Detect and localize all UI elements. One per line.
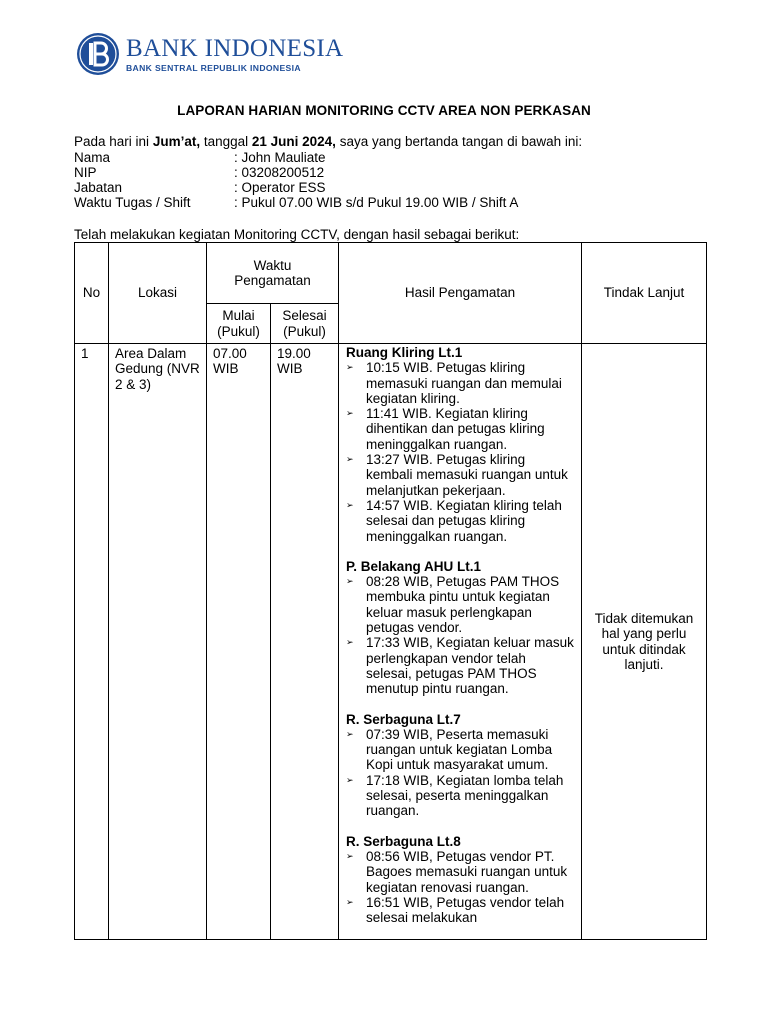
header-mulai: Mulai (Pukul)	[207, 304, 271, 344]
row-no: 1	[75, 344, 109, 940]
list-item	[346, 849, 575, 895]
officer-label: Nama	[74, 150, 111, 165]
list-item-text: 08:28 WIB, Petugas PAM THOS membuka pintu untuk kegiatan keluar masuk perlengkapan petugas vendor.	[366, 574, 560, 636]
intro-mid: tanggal	[200, 134, 252, 149]
row-selesai: 19.00 WIB	[271, 344, 339, 940]
list-item	[346, 360, 575, 406]
row-mulai: 07.00 WIB	[207, 344, 271, 940]
list-item-text: 16:51 WIB, Petugas vendor telah selesai melakukan	[366, 894, 565, 926]
arrow-bullet-icon: ➢	[346, 850, 354, 861]
table-row	[75, 344, 707, 940]
officer-row	[74, 180, 518, 195]
intro-date: 21 Juni 2024,	[251, 134, 336, 149]
list-item	[346, 727, 575, 773]
lead-text: Telah melakukan kegiatan Monitoring CCTV, dengan hasil sebagai berikut:	[74, 227, 520, 242]
officer-value: : Pukul 07.00 WIB s/d Pukul 19.00 WIB / Shift A	[234, 195, 519, 210]
observation-section	[346, 559, 575, 697]
row-tindak: Tidak ditemukan hal yang perlu untuk ditindak lanjuti.	[582, 344, 707, 940]
arrow-bullet-icon: ➢	[346, 576, 354, 587]
header-no: No	[75, 243, 109, 344]
section-title: Ruang Kliring Lt.1	[346, 345, 463, 360]
header-tindak: Tindak Lanjut	[582, 243, 707, 344]
list-item	[346, 452, 575, 498]
list-item	[346, 574, 575, 635]
arrow-bullet-icon: ➢	[346, 362, 354, 373]
list-item-text: 13:27 WIB. Petugas kliring kembali memasuki ruangan untuk melanjutkan pekerjaan.	[366, 452, 568, 498]
intro-suffix: saya yang bertanda tangan di bawah ini:	[335, 134, 583, 149]
list-item	[346, 498, 575, 544]
bank-name: BANK INDONESIA	[126, 34, 344, 62]
list-item	[346, 406, 575, 452]
observation-section	[346, 712, 575, 819]
officer-value: : 03208200512	[234, 165, 325, 180]
arrow-bullet-icon: ➢	[346, 499, 354, 510]
officer-value: : John Mauliate	[234, 150, 326, 165]
header-hasil: Hasil Pengamatan	[339, 243, 582, 344]
officer-row	[74, 195, 518, 210]
header-lokasi: Lokasi	[109, 243, 207, 344]
bank-logo	[76, 30, 343, 78]
officer-label: Waktu Tugas / Shift	[74, 195, 191, 210]
bank-subtitle: BANK SENTRAL REPUBLIK INDONESIA	[126, 62, 301, 73]
list-item-text: 17:18 WIB, Kegiatan lomba telah selesai, peserta meninggalkan ruangan.	[366, 772, 564, 819]
intro-prefix: Pada hari ini	[74, 134, 153, 149]
officer-info	[74, 150, 518, 210]
header-waktu: Waktu Pengamatan	[207, 243, 339, 304]
arrow-bullet-icon: ➢	[346, 454, 354, 465]
section-title: R. Serbaguna Lt.8	[346, 833, 461, 849]
observation-section	[346, 345, 575, 544]
header-selesai: Selesai (Pukul)	[271, 304, 339, 344]
list-item	[346, 773, 575, 819]
list-item	[346, 635, 575, 696]
bank-indonesia-logo-icon	[76, 32, 120, 76]
arrow-bullet-icon: ➢	[346, 728, 354, 739]
list-item	[346, 895, 575, 926]
intro-day: Jum’at,	[152, 134, 201, 149]
list-item-text: 10:15 WIB. Petugas kliring memasuki ruangan dan memulai kegiatan kliring.	[366, 360, 562, 406]
intro-line	[74, 134, 582, 149]
arrow-bullet-icon: ➢	[346, 896, 354, 907]
arrow-bullet-icon: ➢	[346, 637, 354, 648]
list-item-text: 08:56 WIB, Petugas vendor PT. Bagoes memasuki ruangan untuk kegiatan renovasi ruangan.	[366, 848, 568, 895]
officer-value: : Operator ESS	[234, 180, 326, 195]
section-title: P. Belakang AHU Lt.1	[346, 558, 482, 574]
section-title: R. Serbaguna Lt.7	[346, 711, 461, 727]
arrow-bullet-icon: ➢	[346, 408, 354, 419]
observation-section	[346, 834, 575, 926]
arrow-bullet-icon: ➢	[346, 774, 354, 785]
row-lokasi: Area Dalam Gedung (NVR 2 & 3)	[109, 344, 207, 940]
row-hasil	[339, 344, 582, 940]
officer-label: NIP	[74, 165, 97, 180]
report-title: LAPORAN HARIAN MONITORING CCTV AREA NON PERKASAN	[177, 103, 591, 118]
list-item-text: 14:57 WIB. Kegiatan kliring telah selesai dan petugas kliring meninggalkan ruangan.	[366, 497, 562, 544]
monitoring-table	[74, 242, 707, 940]
officer-row	[74, 150, 518, 165]
list-item-text: 07:39 WIB, Peserta memasuki ruangan untuk kegiatan Lomba Kopi untuk masyarakat umum.	[366, 726, 553, 773]
officer-label: Jabatan	[74, 180, 123, 195]
officer-row	[74, 165, 518, 180]
list-item-text: 17:33 WIB, Kegiatan keluar masuk perlengkapan vendor telah selesai, petugas PAM THOS menutup pintu ruangan.	[366, 635, 574, 697]
observation-list	[346, 345, 575, 939]
list-item-text: 11:41 WIB. Kegiatan kliring dihentikan dan petugas kliring meninggalkan ruangan.	[366, 406, 545, 452]
